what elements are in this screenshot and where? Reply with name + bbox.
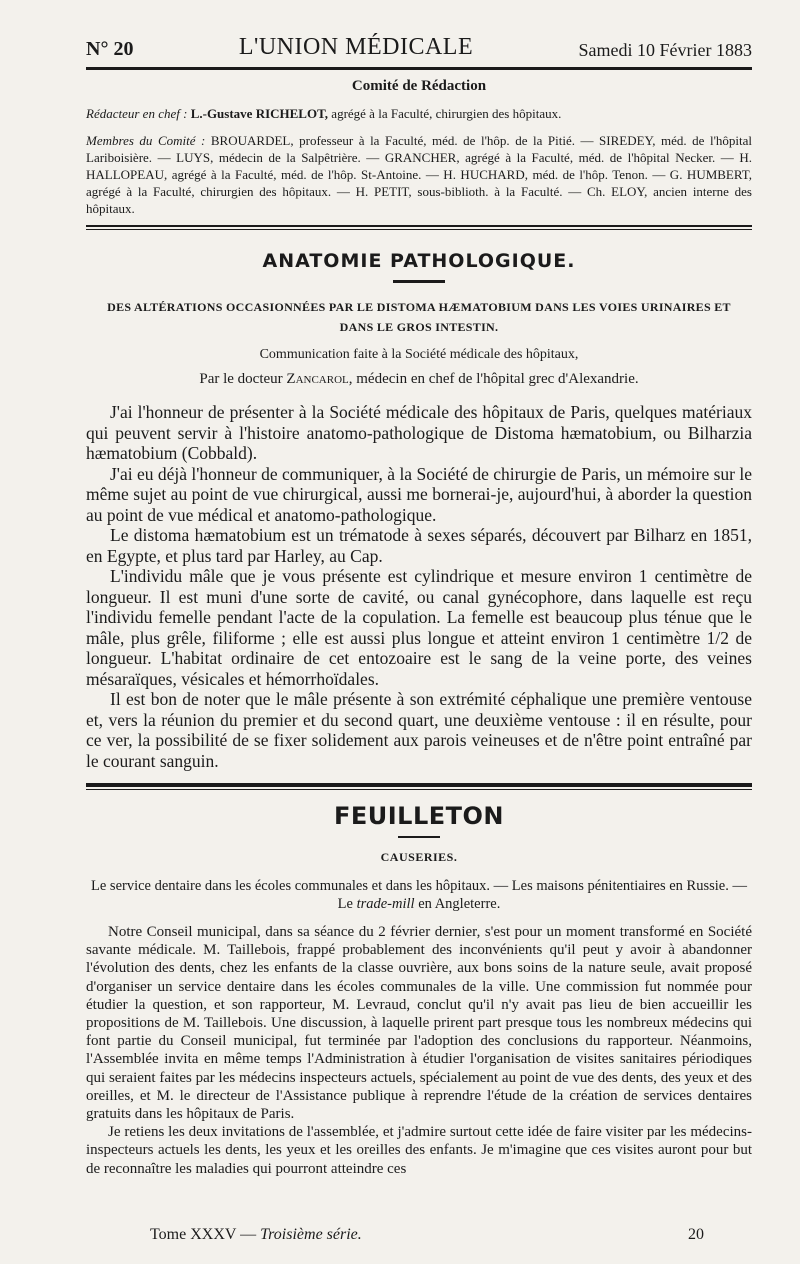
article-paragraph: Le distoma hæmatobium est un trématode à sexes séparés, découvert par Bilharz en 1851, en Egypte, et plus tard par Harley, au Cap.: [86, 525, 752, 566]
feuilleton-divider-thin: [86, 789, 752, 790]
author-suffix: médecin en chef de l'hôpital grec d'Alexandrie.: [356, 371, 639, 387]
editor-in-chief: [86, 105, 752, 122]
journal-title: L'UNION MÉDICALE: [238, 34, 474, 60]
footer-tome: Tome XXXV —: [150, 1226, 257, 1243]
committee-divider: [86, 225, 752, 227]
feuilleton-rule: [398, 836, 440, 838]
feuilleton-subtitle: CAUSERIES.: [380, 850, 458, 864]
summary-italic: trade-mill: [356, 896, 415, 912]
article-body: [86, 402, 752, 771]
footer-serie: Troisième série.: [260, 1226, 362, 1243]
committee-members: [86, 132, 752, 217]
feuilleton-paragraph: Je retiens les deux invitations de l'assemblée, et j'admire surtout cette idée de faire visiter par les médecins-inspecteurs actuels les dents, les yeux et les oreilles des enfants. Je m'imagine que ces visites auront pour but de reconnaître les maladies qui pourront atteindre ces: [86, 1124, 752, 1177]
chief-name: L.-Gustave RICHELOT,: [190, 106, 329, 121]
section-rule: [393, 280, 445, 283]
article-paragraph: L'individu mâle que je vous présente est cylindrique et mesure environ 1 centimètre de longueur. Il est muni d'une sorte de cavité, ou canal gynécophore, dans laquelle est reçu l'individu femelle pendant l'acte de la copulation. La femelle est beaucoup plus ténue que le mâle, plus grêle, filiforme ; elle est aussi plus longue et atteint environ 1 centimètre 1/2 de longueur. L'habitat ordinaire de cet entozoaire est le sang de la veine porte, des veines mésaraïques, vésicales et hémorrhoïdales.: [86, 566, 752, 689]
author-name: Zancarol,: [286, 371, 353, 387]
author-prefix: Par le docteur: [199, 371, 283, 387]
section-title: ANATOMIE PATHOLOGIQUE.: [262, 250, 576, 272]
article-subheading: Communication faite à la Société médicale des hôpitaux,: [259, 347, 579, 362]
article-paragraph: J'ai eu déjà l'honneur de communiquer, à la Société de chirurgie de Paris, un mémoire sur le même sujet au point de vue chirurgical, aussi me bornerai-je, aujourd'hui, à aborder la question au point de vue médical et anatomo-pathologique.: [86, 463, 752, 525]
article-author: [86, 371, 752, 388]
members-label: Membres du Comité :: [86, 133, 206, 148]
issue-number: N° 20: [86, 38, 134, 60]
article-paragraph: Il est bon de noter que le mâle présente à son extrémité céphalique une première ventouse et, vers la réunion du premier et du second quart, une deuxième ventouse : il en résulte, pour ce ver, la possibilité de se fixer solidement aux parois veineuses et de n'être point entraîné par le courant sanguin.: [86, 689, 752, 771]
editorial-committee: [86, 78, 752, 230]
chief-label: Rédacteur en chef :: [86, 106, 188, 121]
members-text: BROUARDEL, professeur à la Faculté, méd. de l'hôp. de la Pitié. — SIREDEY, méd. de l'hôpital Lariboisière. — LUYS, médecin de la Salpêtrière. — GRANCHER, agrégé à la Faculté, méd. de l'hôpital Necker. — H. HALLOPEAU, agrégé à la Faculté, méd. de l'hôp. St-Antoine. — H. HUCHARD, méd. de l'hôp. Tenon. — G. HUMBERT, agrégé à la Faculté, chirurgien des hôpitaux. — H. PETIT, sous-biblioth. à la Faculté. — Ch. ELOY, ancien interne des hôpitaux.: [86, 133, 753, 216]
footer-series: [150, 1226, 362, 1244]
feuilleton-paragraph: Notre Conseil municipal, dans sa séance du 2 février dernier, s'est pour un moment transformé en Société savante médicale. M. Taillebois, frappé probablement des inconvénients qu'il peut y avoir à abandonner l'évolution des dents, chez les enfants de la classe ouvrière, aux bons soins de la nature seule, avait proposé d'organiser un service dentaire dans les écoles communales de la ville. Une commission fut nommée pour étudier la question, et son rapporteur, M. Levraud, conclut qu'il n'y avait pas lieu de bien accueillir les propositions de M. Taillebois. Une discussion, à laquelle prirent part presque tous les nombreux médecins qui font partie du Conseil municipal, fut terminée par l'adoption des conclusions du rapporteur. Néanmoins, l'Assemblée invita en même temps l'Administration à étudier l'organisation de visites sanitaires périodiques qui seraient faites par les médecins inspecteurs actuels, spécialement au point de vue des dents, des yeux et des oreilles, et M. le directeur de l'Assistance publique à reprendre l'étude de la création de services dentaires gratuits dans les hôpitaux de Paris.: [86, 924, 752, 1123]
summary-part1: Le service dentaire dans les écoles communales et dans les hôpitaux. — Les maisons pénitentiaires en Russie. — Le: [91, 878, 747, 912]
feuilleton-body: [86, 923, 752, 1178]
feuilleton-summary: [86, 877, 752, 913]
page-footer: [150, 1226, 704, 1244]
summary-part2: en Angleterre.: [418, 896, 501, 912]
feuilleton-title: FEUILLETON: [333, 802, 505, 830]
chief-desc: agrégé à la Faculté, chirurgien des hôpitaux.: [331, 106, 562, 121]
page-number: 20: [688, 1226, 704, 1243]
feuilleton-divider: [86, 783, 752, 787]
article-heading: DES ALTÉRATIONS OCCASIONNÉES PAR LE DISTOMA HÆMATOBIUM DANS LES VOIES URINAIRES ET DANS LE GROS INTESTIN.: [107, 300, 731, 334]
committee-title: Comité de Rédaction: [351, 78, 487, 94]
page-header: [86, 34, 752, 70]
committee-divider-thin: [86, 229, 752, 230]
page-content: [86, 34, 752, 1178]
issue-date: Samedi 10 Février 1883: [578, 40, 752, 60]
article-paragraph: J'ai l'honneur de présenter à la Société médicale des hôpitaux de Paris, quelques matériaux qui peuvent servir à l'histoire anatomo-pathologique de Distoma hæmatobium, ou Bilharzia hæmatobium (Cobbald).: [86, 402, 752, 463]
